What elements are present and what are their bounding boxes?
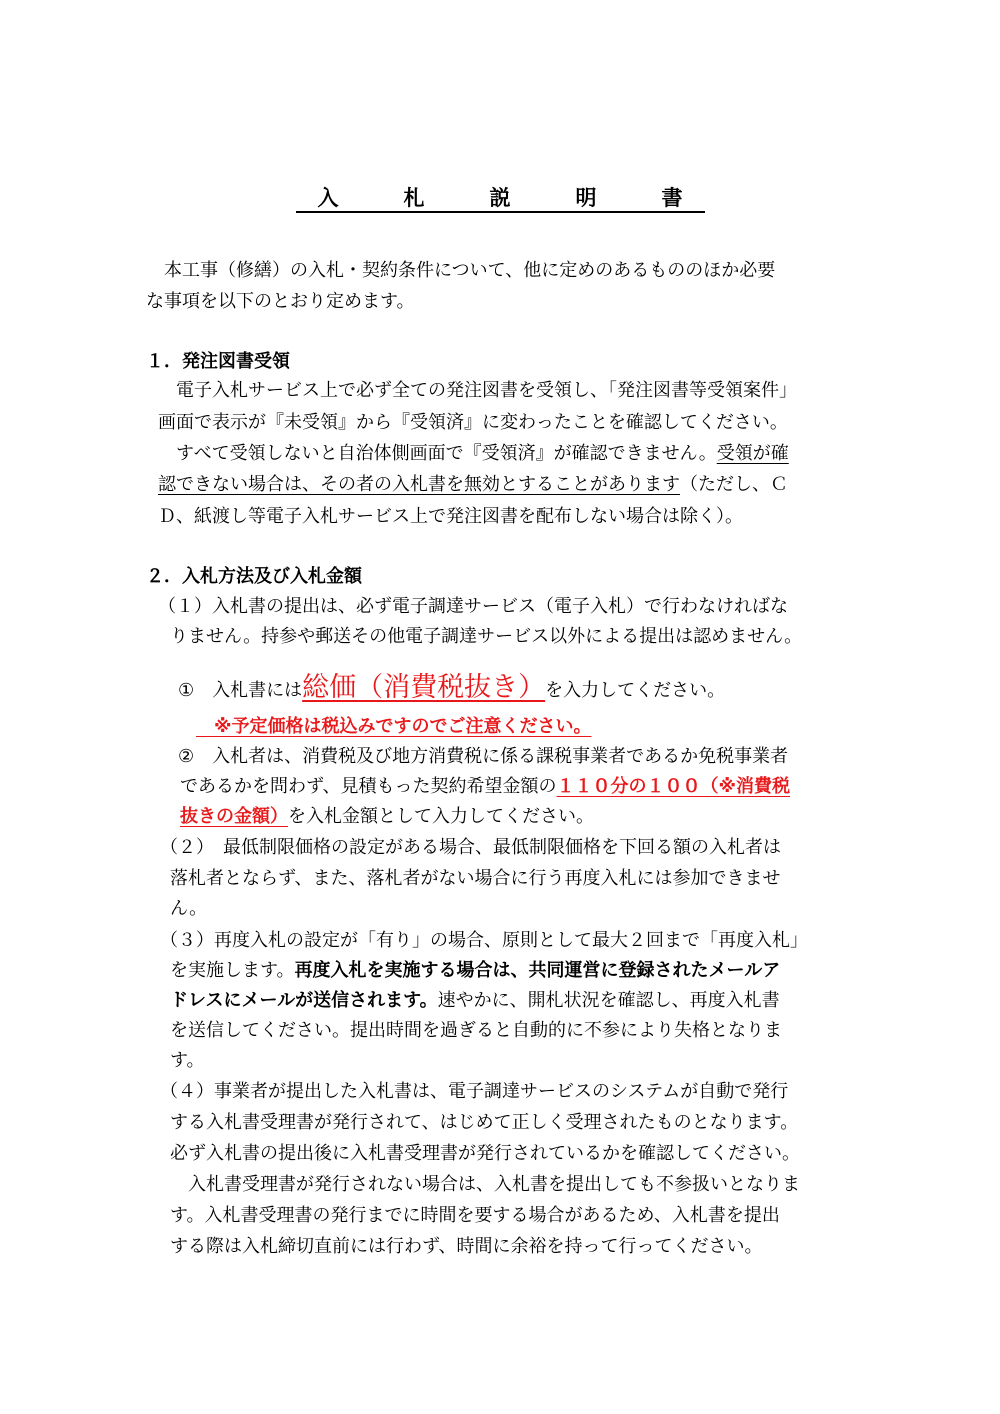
section2-item2-line-2	[180, 774, 790, 800]
section1-line-4-rest: （ただし、Ｃ	[680, 474, 788, 495]
section2-item2-emphasis-1: １１０分の１００（※消費税	[556, 776, 791, 797]
section2-p3-line-3a: ドレスにメールが送信されます。	[170, 990, 438, 1011]
section1-line-1: 電子入札サービス上で必ず全ての発注図書を受領し、「発注図書等受領案件」	[158, 380, 797, 401]
section2-p2-line-3: ん。	[170, 898, 208, 919]
section2-note: ※予定価格は税込みですのでご注意ください。	[196, 716, 592, 737]
section2-heading: ２．入札方法及び入札金額	[146, 566, 362, 587]
section2-p4-line-2: する入札書受理書が発行されて、はじめて正しく受理されたものとなります。	[170, 1112, 799, 1133]
section2-p3-line-2a: を実施します。	[170, 960, 295, 981]
section2-p3-line-5: す。	[170, 1050, 205, 1071]
section2-p3-line-3b: 速やかに、開札状況を確認し、再度入札書	[437, 990, 780, 1011]
section2-p1-line-2: りません。持参や郵送その他電子調達サービス以外による提出は認めません。	[170, 626, 803, 647]
section1-heading: １．発注図書受領	[146, 351, 290, 372]
section2-p3-line-2	[170, 958, 780, 984]
section2-p4-line-4: 入札書受理書が発行されない場合は、入札書を提出しても不参扱いとなりま	[170, 1174, 800, 1195]
section1-line-3-underlined: 受領が確	[716, 443, 789, 464]
section2-p4-line-5: す。入札書受理書の発行までに時間を要する場合があるため、入札書を提出	[170, 1205, 780, 1226]
section2-item2-suffix: を入札金額として入力してください。	[288, 806, 594, 827]
section2-item1-prefix: ① 入札書には	[178, 680, 303, 701]
section1-line-2: 画面で表示が『未受領』から『受領済』に変わったことを確認してください。	[158, 412, 788, 433]
section2-p3-line-4: を送信してください。提出時間を過ぎると自動的に不参により失格となりま	[170, 1020, 782, 1041]
section1-line-5: Ｄ、紙渡し等電子入札サービス上で発注図書を配布しない場合は除く）。	[158, 506, 743, 527]
section2-p1-line-1: （１）入札書の提出は、必ず電子調達サービス（電子入札）で行わなければな	[158, 596, 788, 617]
section2-p4-line-6: する際は入札締切直前には行わず、時間に余裕を持って行ってください。	[170, 1236, 763, 1257]
document-title: 入 札 説 明 書	[0, 184, 1000, 212]
section2-p4-line-1: （４）事業者が提出した入札書は、電子調達サービスのシステムが自動で発行	[160, 1081, 789, 1102]
section1-line-4-underlined: 認できない場合は、その者の入札書を無効とすることがあります	[158, 474, 680, 495]
section2-p2-line-2: 落札者とならず、また、落札者がない場合に行う再度入札には参加できませ	[170, 868, 781, 889]
section2-item1-emphasis: 総価（消費税抜き）	[302, 672, 546, 703]
section1-line-3	[158, 441, 789, 467]
section2-item2-line-1: ② 入札者は、消費税及び地方消費税に係る課税事業者であるか免税事業者	[178, 746, 789, 767]
section1-line-3-text: すべて受領しないと自治体側画面で『受領済』が確認できません。	[158, 443, 717, 464]
section2-item2-line-3	[180, 804, 594, 830]
section2-p2-line-1: （２） 最低制限価格の設定がある場合、最低制限価格を下回る額の入札者は	[160, 837, 781, 858]
section2-item1-suffix: を入力してください。	[545, 680, 726, 701]
intro-line-2: な事項を以下のとおり定めます。	[146, 291, 415, 312]
section2-p3-line-1: （３）再度入札の設定が「有り」の場合、原則として最大２回まで「再度入札」	[160, 930, 808, 951]
section2-item1	[178, 670, 725, 706]
section2-p3-line-3	[170, 988, 780, 1014]
section2-p3-line-2b: 再度入札を実施する場合は、共同運営に登録されたメールア	[294, 960, 781, 981]
section2-item2-line-2-text: であるかを問わず、見積もった契約希望金額の	[180, 776, 557, 797]
section2-p4-line-3: 必ず入札書の提出後に入札書受理書が発行されているかを確認してください。	[170, 1143, 800, 1164]
intro-line-1: 本工事（修繕）の入札・契約条件について、他に定めのあるもののほか必要	[146, 260, 776, 281]
section2-item2-emphasis-2: 抜きの金額）	[180, 806, 288, 827]
section1-line-4	[158, 472, 788, 498]
